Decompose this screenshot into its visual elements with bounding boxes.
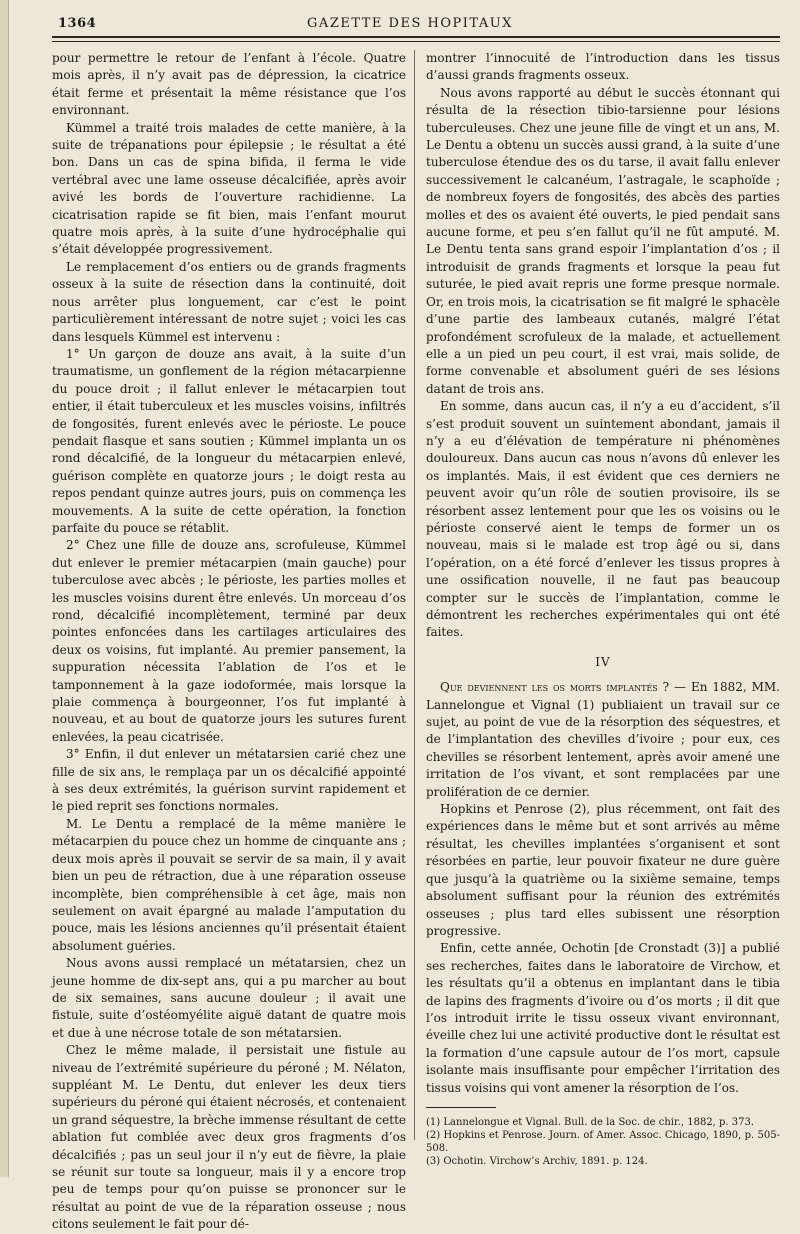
paragraph: 2° Chez une fille de douze ans, scrofuleuse, Kümmel dut enlever le premier métacarpien (main gauche) pour tuberculose avec abcès ; le périoste, les parties molles et les muscles voisins durent être enlevés. Un morceau d’os rond, décalcifié incomplètement, terminé par deux pointes enfoncées dans les cartilages articulaires des deux os voisins, fut implanté. Au premier pansement, la suppuration nécessita l’ablation de l’os et le tamponnement à la gaze iodoformée, mais lorsque la plaie commença à bourgeonner, l’os fut implanté à nouveau, et au bout de quatorze jours les sutures furent enlevées, la peau cicatrisée. [52, 538, 406, 744]
paragraph: Hopkins et Penrose (2), plus récemment, ont fait des expériences dans le même but et sont arrivés au même résultat, les chevilles implantées s’organisent et sont résorbées en partie, leur pouvoir fixateur ne dure guère que jusqu’à la quatrième ou la sixième semaine, temps absolument suffisant pour la réunion des extrémités osseuses ; plus tard elles subissent une résorption progressive. [426, 802, 780, 938]
paragraph: 1° Un garçon de douze ans avait, à la suite d’un traumatisme, un gonflement de la région métacarpienne du pouce droit ; il fallut enlever le métacarpien tout entier, il était tuberculeux et les muscles voisins, infiltrés de fongosités, furent enlevés avec le périoste. Le pouce pendait flasque et sans soutien ; Kümmel implanta un os rond décalcifié, de la longueur du métacarpien enlevé, guérison complète en quatorze jours ; le doigt resta au repos pendant quinze autres jours, puis on commença les mouvements. A la suite de cette opération, la fonction parfaite du pouce se rétablit. [52, 346, 406, 535]
paragraph: Chez le même malade, il persistait une fistule au niveau de l’extrémité supérieure du péroné ; M. Nélaton, suppléant M. Le Dentu, dut enlever les deux tiers supérieurs du péroné qui étaient nécrosés, et contenaient un grand séquestre, la brèche immense résultant de cette ablation fut comblée avec deux gros fragments d’os décalcifiés ; pas un seul jour il n’y eut de fièvre, la plaie se réunit sur toute sa longueur, mais il y a encore trop peu de temps pour qu’on puisse se prononcer sur le résultat au point de vue de la réparation osseuse ; nous citons seulement le fait pour dé- [52, 1043, 406, 1232]
right-column [426, 50, 780, 1168]
page-header [40, 14, 780, 36]
section-heading: Que deviennent les os morts implantés ? [440, 680, 670, 695]
section-intro-paragraph [426, 679, 780, 801]
left-column [52, 50, 406, 1234]
paragraph: Enfin, cette année, Ochotin [de Cronstadt (3)] a publié ses recherches, faites dans le laboratoire de Virchow, et les résultats qu’il a obtenus en implantant dans le tibia de lapins des fragments d’ivoire ou d’os morts ; il dit que l’os introduit irrite le tissu osseux vivant environnant, éveille chez lui une activité productive dont le résultat est la formation d’une capsule autour de l’os mort, capsule isolante mais insuffisante pour empêcher l’irritation des tissus voisins qui vont amener la résorption de l’os. [426, 941, 780, 1095]
footnote: (2) Hopkins et Penrose. Journ. of Amer. Assoc. Chicago, 1890, p. 505-508. [426, 1129, 780, 1154]
binding-edge [0, 0, 9, 1177]
footnotes [426, 1116, 780, 1168]
header-rule-thick [52, 36, 780, 38]
footnote: (1) Lannelongue et Vignal. Bull. de la Soc. de chir., 1882, p. 373. [426, 1116, 755, 1128]
section-number: IV [595, 654, 611, 669]
footnote-rule [426, 1107, 496, 1108]
header-rule-thin [52, 41, 780, 42]
footnote: (3) Ochotin. Virchow’s Archiv, 1891. p. 124. [426, 1155, 648, 1167]
paragraph: M. Le Dentu a remplacé de la même manière le métacarpien du pouce chez un homme de cinquante ans ; deux mois après il pouvait se servir de sa main, il y avait bien un peu de rétraction, due à une réparation osseuse incomplète, bien compréhensible à cet âge, mais non seulement on avait épargné au malade l’amputation du pouce, mais les lésions anciennes qu’il présentait étaient absolument guéries. [52, 816, 406, 953]
paragraph: 3° Enfin, il dut enlever un métatarsien carié chez une fille de six ans, le remplaça par un os décalcifié appointé à ses deux extrémités, la guérison survint rapidement et le pied reprit ses fonctions normales. [52, 747, 406, 814]
paragraph: Kümmel a traité trois malades de cette manière, à la suite de trépanations pour épilepsie ; le résultat a été bon. Dans un cas de spina bifida, il ferma le vide vertébral avec une lame osseuse décalcifiée, après avoir avivé les bords de l’ouverture rachidienne. La cicatrisation rapide se fit bien, mais l’enfant mourut quatre mois après, à la suite d’une hydrocéphalie qui s’était développée progressivement. [52, 120, 406, 257]
paragraph: montrer l’innocuité de l’introduction dans les tissus d’aussi grands fragments osseux. [426, 51, 780, 83]
paragraph: Nous avons rapporté au début le succès étonnant qui résulta de la résection tibio-tarsienne pour lésions tuberculeuses. Chez une jeune fille de vingt et un ans, M. Le Dentu a obtenu un succès aussi grand, à la suite d’une tuberculose étendue des os du tarse, il avait fallu enlever successivement le calcanéum, l’astragale, le scaphoïde ; de nombreux foyers de fongosités, des abcès des parties molles et des os avaient été ouverts, le pied pendait sans aucune forme, et peu s’en fallut qu’il ne fût amputé. M. Le Dentu tenta sans grand espoir l’implantation d’os ; il introduisit de grands fragments et lorsque la peau fut suturée, le pied avait repris une forme presque normale. Or, en trois mois, la cicatrisation se fit malgré le sphacèle d’une partie des lambeaux cutanés, malgré l’état profondément scrofuleux de la malade, et actuellement elle a un pied un peu court, il est vrai, mais solide, de forme convenable et absolument guéri de ses lésions datant de trois ans. [426, 85, 780, 396]
paragraph: Nous avons aussi remplacé un métatarsien, chez un jeune homme de dix-sept ans, qui a pu marcher au bout de six semaines, sans aucune douleur ; il avait une fistule, suite d’ostéomyélite aiguë datant de quatre mois et due à une nécrose totale de son métatarsien. [52, 956, 406, 1040]
paragraph: En somme, dans aucun cas, il n’y a eu d’accident, s’il s’est produit souvent un suintement abondant, jamais il n’y a eu d’élévation de température ni phénomènes douloureux. Dans aucun cas nous n’avons dû enlever les os implantés. Mais, il est évident que ces derniers ne peuvent avoir qu’un rôle de soutien provisoire, ils se résorbent assez lentement pour que les os voisins ou le périoste conservé aient le temps de former un os nouveau, mais si le malade est trop âgé ou si, dans l’opération, on a été forcé d’enlever les tissus propres à une ossification nouvelle, il ne faut pas beaucoup compter sur le succès de l’implantation, comme le démontrent les recherches expérimentales qui ont été faites. [426, 399, 780, 640]
section-intro-text: — En 1882, MM. Lannelongue et Vignal (1) publiaient un travail sur ce sujet, au point de vue de la résorption des séquestres, et de l’implantation des chevilles d’ivoire ; pour eux, ces chevilles se résorbent lentement, après avoir amené une irritation de l’os vivant, et sont remplacées par une prolifération de ce dernier. [426, 680, 780, 799]
running-title: GAZETTE DES HOPITAUX [307, 16, 513, 31]
page-number: 1364 [58, 16, 97, 31]
column-divider [414, 50, 415, 1140]
paragraph: Le remplacement d’os entiers ou de grands fragments osseux à la suite de résection dans la continuité, doit nous arrêter plus longuement, car c’est le point particulièrement intéressant de notre sujet ; voici les cas dans lesquels Kümmel est intervenu : [52, 259, 406, 344]
paragraph: pour permettre le retour de l’enfant à l’école. Quatre mois après, il n’y avait pas de dépression, la cicatrice était ferme et présentait la même résistance que l’os environnant. [52, 51, 406, 118]
